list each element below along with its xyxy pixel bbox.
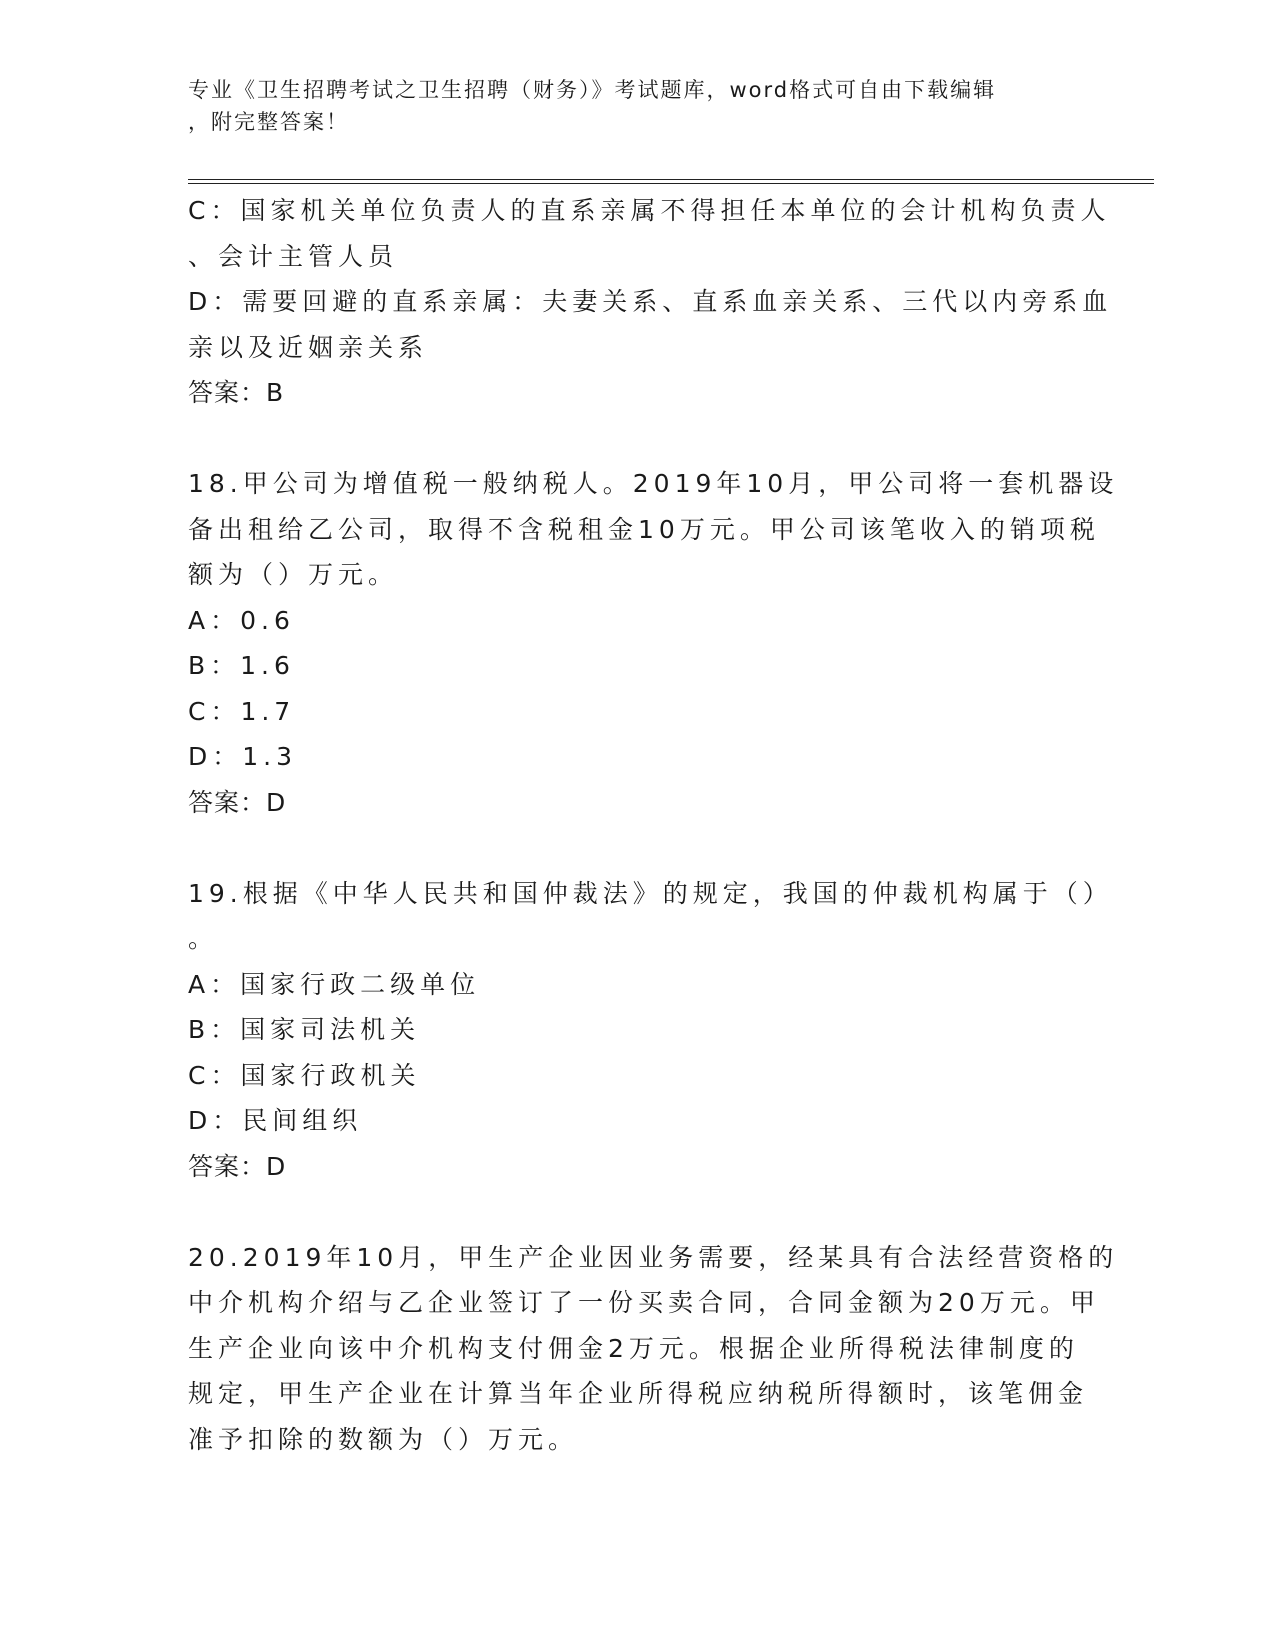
option-d: D：民间组织 [188,1106,363,1135]
question-stem-line: 。 [188,924,219,953]
question-stem-line: 中介机构介绍与乙企业签订了一份买卖合同，合同金额为20万元。甲 [188,1288,1100,1317]
spacer [188,825,1088,871]
question-stem-line: 20.2019年10月，甲生产企业因业务需要，经某具有合法经营资格的 [188,1242,1119,1272]
question-stem-line: 额为（）万元。 [188,560,399,589]
option-b: B：国家司法机关 [188,1015,421,1044]
header-line-1: 专业《卫生招聘考试之卫生招聘（财务）》考试题库，word格式可自由下载编辑 [188,78,997,102]
option-c: C：1.7 [188,696,296,726]
question-19 [188,871,1113,1190]
document-header [188,74,1068,138]
option-c-line-2: 、会计主管人员 [188,241,399,271]
question-18 [188,461,1119,825]
option-b: B：1.6 [188,651,295,680]
question-20 [188,1235,1119,1463]
answer: 答案：D [188,787,287,817]
answer: 答案：B [188,378,285,407]
question-stem-line: 规定，甲生产企业在计算当年企业所得税应纳税所得额时，该笔佣金 [188,1379,1089,1408]
answer: 答案：D [188,1151,287,1181]
option-d-line-2: 亲以及近姻亲关系 [188,332,429,362]
header-line-2: ，附完整答案！ [188,110,349,134]
option-a: A：国家行政二级单位 [188,969,481,999]
prev-question [188,188,1113,416]
option-d: D：1.3 [188,742,298,771]
header-divider-top [188,179,1154,180]
option-d-line-1: D：需要回避的直系亲属：夫妻关系、直系血亲关系、三代以内旁系血 [188,287,1113,316]
question-stem-line: 准予扣除的数额为（）万元。 [188,1424,579,1454]
document-body [188,188,1119,1462]
header-divider-bottom [188,183,1154,184]
question-stem-line: 备出租给乙公司，取得不含税租金10万元。甲公司该笔收入的销项税 [188,514,1100,544]
question-stem-line: 18.甲公司为增值税一般纳税人。2019年10月，甲公司将一套机器设 [188,469,1119,498]
option-c: C：国家行政机关 [188,1060,421,1090]
option-a: A：0.6 [188,605,295,635]
question-stem-line: 19.根据《中华人民共和国仲裁法》的规定，我国的仲裁机构属于（） [188,878,1113,908]
question-stem-line: 生产企业向该中介机构支付佣金2万元。根据企业所得税法律制度的 [188,1333,1079,1363]
option-c-line-1: C：国家机关单位负责人的直系亲属不得担任本单位的会计机构负责人 [188,196,1111,225]
spacer [188,416,1088,462]
spacer [188,1189,1088,1235]
